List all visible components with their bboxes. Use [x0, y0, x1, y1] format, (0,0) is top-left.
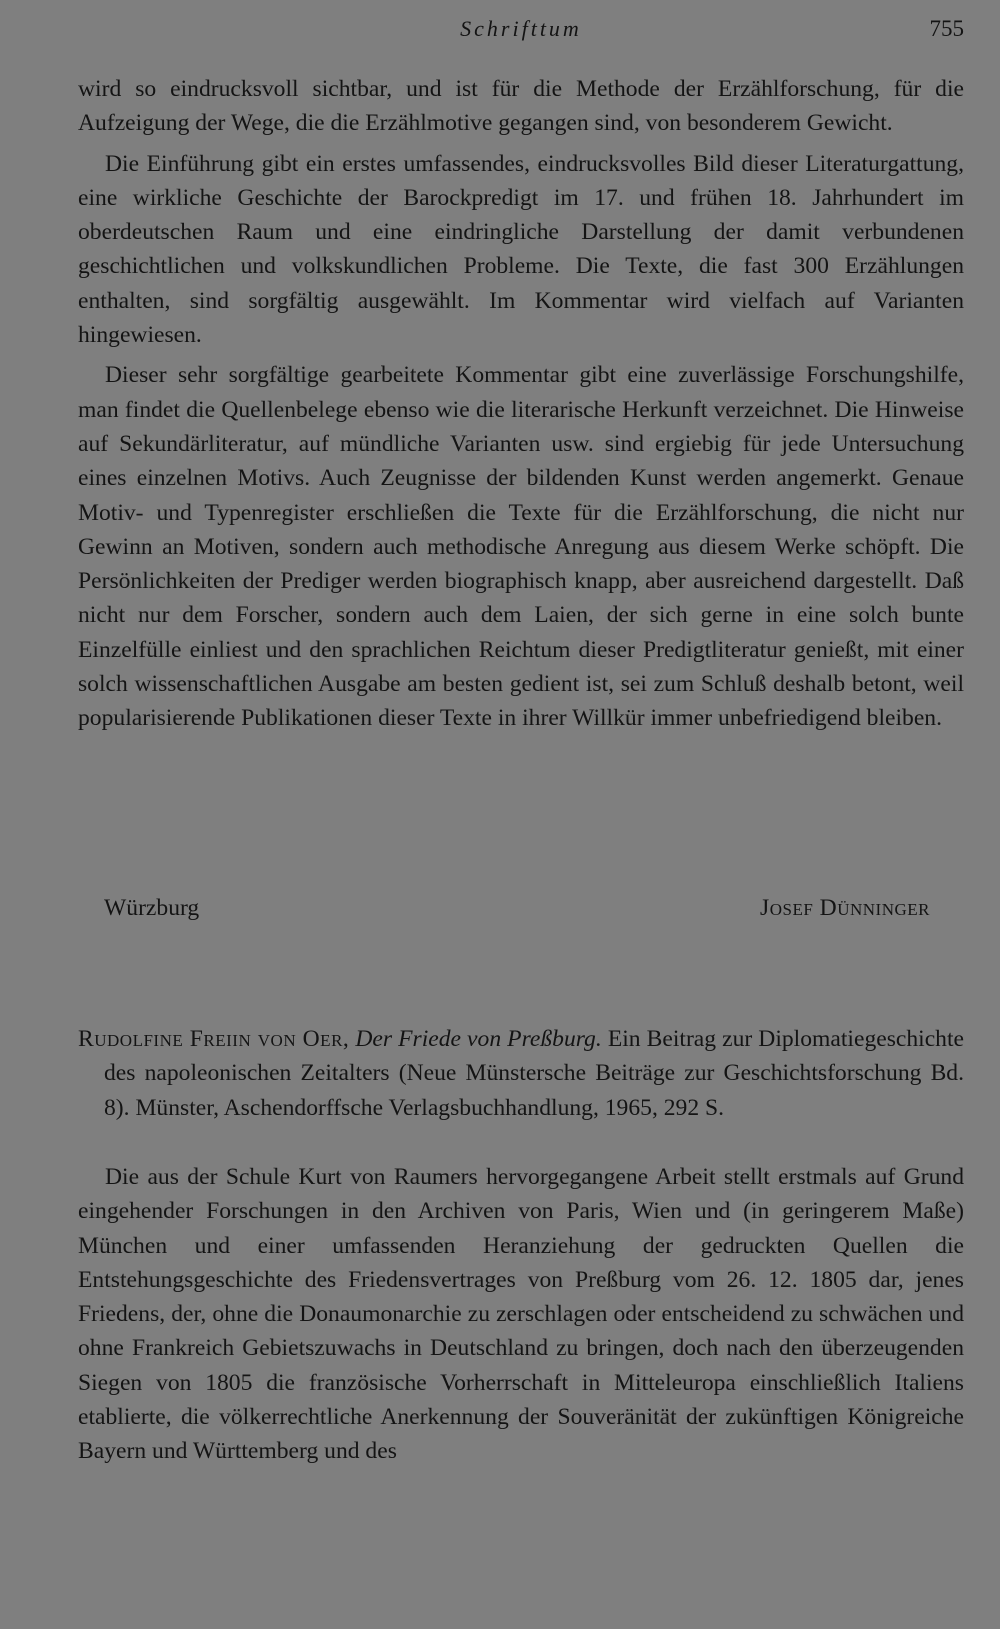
- bibliographic-entry: [78, 1022, 964, 1125]
- review-2-body: [78, 1160, 964, 1469]
- paragraph-review-2: Die aus der Schule Kurt von Raumers hervorgegangene Arbeit stellt erstmals auf Grund eingehender Forschungen in den Archiven von Paris, Wien und (in geringerem Maße) München und einer umfassenden Heranziehung der gedruckten Quellen die Entstehungsgeschichte des Friedensvertrages von Preßburg vom 26. 12. 1805 dar, jenes Friedens, der, ohne die Donaumonarchie zu zerschlagen oder entscheidend zu schwächen und ohne Frankreich Gebietszuwachs in Deutschland zu bringen, doch nach den überzeugenden Siegen von 1805 die französische Vorherrschaft in Mitteleuropa einschließlich Italiens etablierte, die völkerrechtliche Anerkennung der Souveränität der zukünftigen Königreiche Bayern und Württemberg und des: [78, 1164, 964, 1465]
- running-title: Schrifttum: [460, 16, 582, 41]
- page-number: 755: [929, 16, 964, 41]
- bibliographic-details: Ein Beitrag zur Diplomatiegeschichte des napoleonischen Zeitalters (Neue Münstersche Beiträge zur Geschichtsforschung Bd. 8). Münster, Aschendorffsche Verlagsbuchhandlung, 1965, 292 S.: [104, 1026, 965, 1121]
- paragraph-introduction: Die Einführung gibt ein erstes umfassendes, eindrucksvolles Bild dieser Literaturgattung, eine wirkliche Geschichte der Barockpredigt im 17. und frühen 18. Jahrhundert im oberdeutschen Raum und eine eindringliche Darstellung der damit verbundenen geschichtlichen und volkskundlichen Probleme. Die Texte, die fast 300 Erzählungen enthalten, sind sorgfältig ausgewählt. Im Kommentar wird vielfach auf Varianten hingewiesen.: [78, 150, 964, 349]
- paragraph-commentary: Dieser sehr sorgfältige gearbeitete Kommentar gibt eine zuverlässige Forschungshilfe, man findet die Quellenbelege ebenso wie die literarische Herkunft verzeichnet. Die Hinweise auf Sekundärliteratur, auf mündliche Varianten usw. sind ergiebig für jede Untersuchung eines einzelnen Motivs. Auch Zeugnisse der bildenden Kunst werden angemerkt. Genaue Motiv- und Typenregister erschließen die Texte für die Erzählforschung, die nicht nur Gewinn an Motiven, sondern auch methodische Anregung aus diesem Werke schöpft. Die Persönlichkeiten der Prediger werden biographisch knapp, aber ausreichend dargestellt. Daß nicht nur dem Forscher, sondern auch dem Laien, der sich gerne in eine solch bunte Einzelfülle einliest und den sprachlichen Reichtum dieser Predigtliteratur genießt, mit einer solch wissenschaftlichen Ausgabe am besten gedient ist, sei zum Schluß deshalb betont, weil popularisierende Publikationen dieser Texte in ihrer Willkür immer unbefriedigend bleiben.: [78, 362, 964, 732]
- paragraph-continuation: wird so eindrucksvoll sichtbar, und ist für die Methode der Erzählforschung, für die Aufzeigung der Wege, die die Erzählmotive gegangen sind, von besonderem Gewicht.: [78, 76, 964, 137]
- signature-name: Josef Dünninger: [760, 895, 930, 921]
- page-header: [78, 16, 964, 56]
- review-signature: [104, 895, 930, 929]
- review-1-body: [78, 72, 964, 736]
- book-author: Rudolfine Freiin von Oer,: [78, 1026, 350, 1052]
- signature-place: Würzburg: [104, 895, 200, 921]
- book-title: Der Friede von Preßburg.: [355, 1026, 602, 1052]
